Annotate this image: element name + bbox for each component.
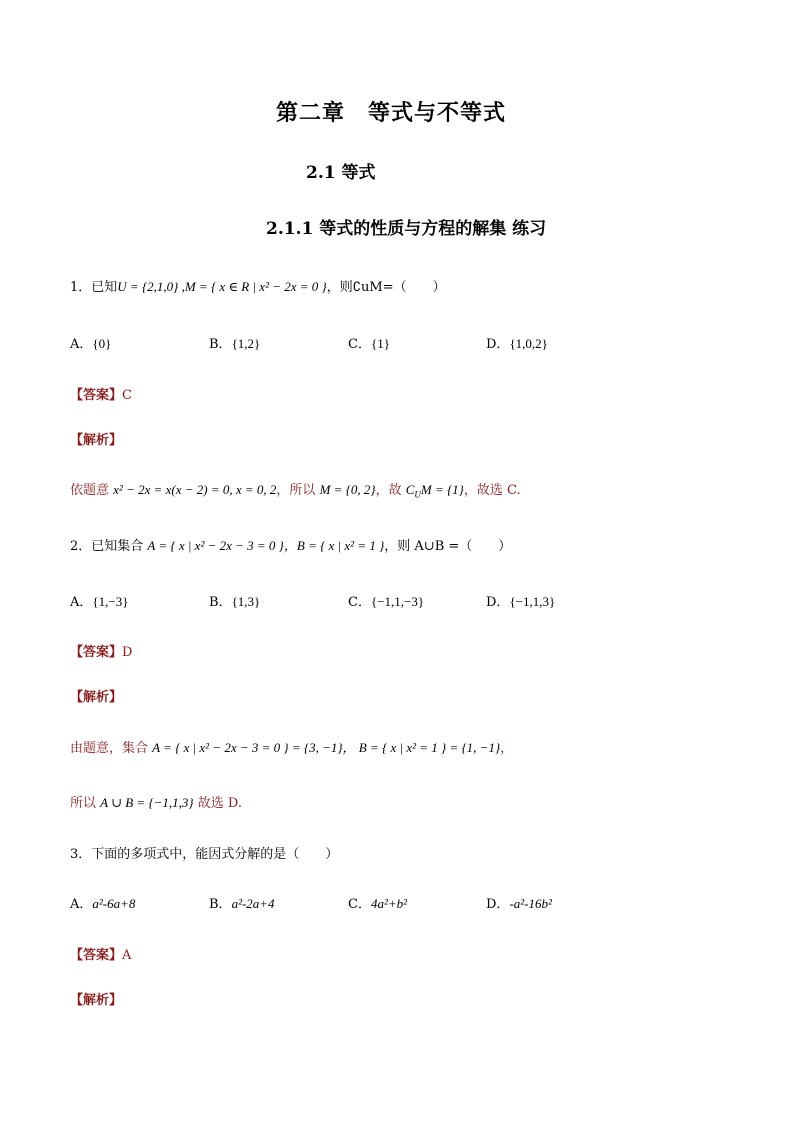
- question-1-analysis: 依题意 x² − 2x = x(x − 2) = 0, x = 0, 2，所以 M = {0, 2}，故 $C_UM = \{1\}$，故选 C.: [70, 482, 521, 500]
- question-1-option-b: B．{1,2}: [209, 336, 261, 352]
- question-3-answer: 【答案】A: [70, 948, 132, 963]
- question-1-stem: 1．已知U = {2,1,0} ,M = { x ∈ R | x² − 2x = 0 }，则∁uM=（ ）: [70, 279, 446, 295]
- question-2-analysis-line-2: 所以 A ∪ B = {−1,1,3} 故选 D.: [70, 795, 242, 811]
- section-title: 2.1 等式: [306, 163, 376, 183]
- question-2-stem: 2．已知集合 A = { x | x² − 2x − 3 = 0 }，B = { x | x² = 1 }，则 A∪B =（ ）: [70, 538, 512, 554]
- question-1-option-a: A．{0}: [70, 336, 112, 352]
- subsection-title: 2.1.1 等式的性质与方程的解集 练习: [266, 219, 547, 239]
- question-3-option-c: C．4a²+b²: [348, 896, 408, 912]
- question-2-option-a: A．{1,−3}: [70, 594, 129, 610]
- question-2-analysis-line-1: 由题意，集合 A = { x | x² − 2x − 3 = 0 } = {3, −1}， B = { x | x² = 1 } = {1, −1}，: [70, 740, 514, 756]
- question-2-analysis-tag: 【解析】: [70, 690, 123, 705]
- question-2-option-d: D．{−1,1,3}: [486, 594, 556, 610]
- question-3-analysis-tag: 【解析】: [70, 993, 123, 1008]
- question-3-option-d: D．-a²-16b²: [486, 896, 552, 912]
- question-1-answer: 【答案】C: [70, 388, 132, 403]
- question-3-option-b: B．a²-2a+4: [209, 896, 275, 912]
- question-2-option-c: C．{−1,1,−3}: [348, 594, 425, 610]
- question-1-option-c: C．{1}: [348, 336, 390, 352]
- question-1-analysis-tag: 【解析】: [70, 433, 123, 448]
- question-1-option-d: D．{1,0,2}: [486, 336, 548, 352]
- question-3-option-a: A．a²-6a+8: [70, 896, 136, 912]
- question-3-stem: 3．下面的多项式中，能因式分解的是（ ）: [70, 847, 339, 862]
- question-2-option-b: B．{1,3}: [209, 594, 261, 610]
- question-2-answer: 【答案】D: [70, 645, 133, 660]
- chapter-title: 第二章 等式与不等式: [276, 100, 507, 126]
